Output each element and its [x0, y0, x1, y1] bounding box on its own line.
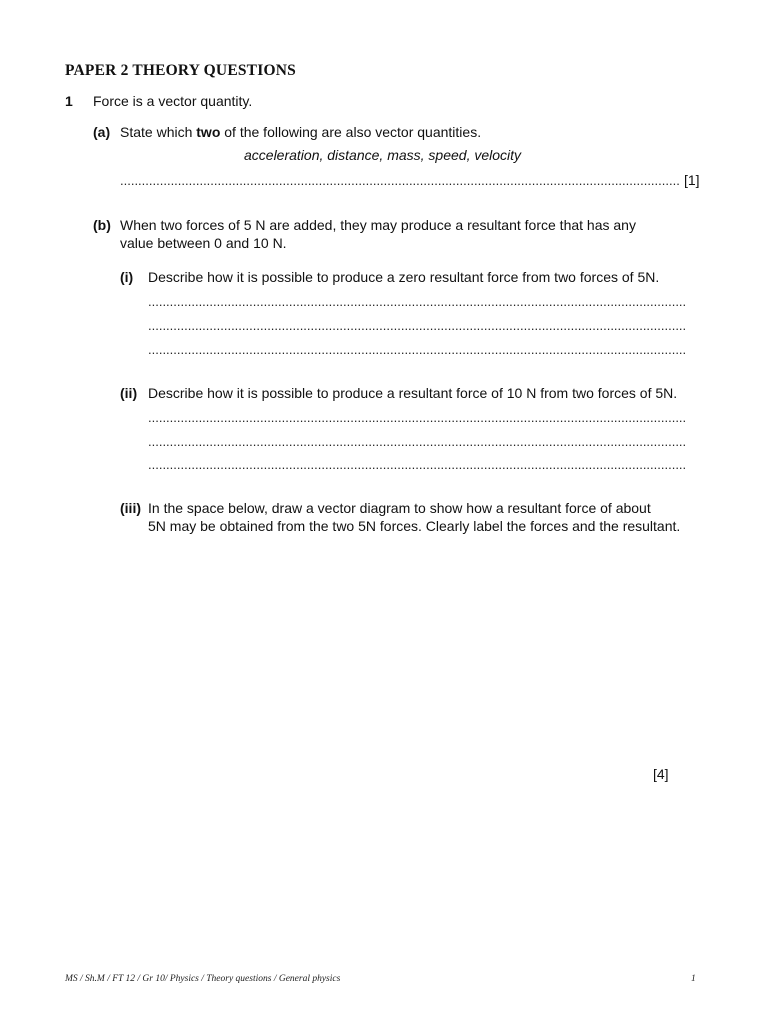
part-b-i-text: Describe how it is possible to produce a zero resultant force from two forces of 5N. — [148, 269, 660, 285]
part-b-ii-text: Describe how it is possible to produce a resultant force of 10 N from two forces of 5N. — [148, 385, 678, 401]
part-b-line-1: When two forces of 5 N are added, they may produce a resultant force that has any — [120, 217, 636, 233]
question-number: 1 — [65, 93, 73, 109]
part-b-i-label: (i) — [120, 269, 134, 285]
part-b-ii-label: (ii) — [120, 385, 138, 401]
page-number: 1 — [691, 974, 696, 984]
part-a-marks: [1] — [684, 172, 700, 188]
part-a-text-after: of the following are also vector quantities. — [220, 124, 482, 140]
part-b-i-answer-line-2[interactable] — [148, 319, 686, 333]
part-a-answer-line[interactable] — [120, 174, 680, 188]
part-a-question — [120, 124, 481, 140]
part-a-label: (a) — [93, 124, 111, 140]
drawing-space[interactable] — [148, 545, 688, 755]
part-b-ii-answer-line-2[interactable] — [148, 435, 686, 449]
part-a-options: acceleration, distance, mass, speed, velocity — [244, 147, 522, 163]
part-b-iii-line-1: In the space below, draw a vector diagram to show how a resultant force of about — [148, 500, 651, 516]
footer-path: MS / Sh.M / FT 12 / Gr 10/ Physics / Theory questions / General physics — [65, 974, 341, 984]
part-b-iii-label: (iii) — [120, 500, 141, 516]
part-b-i-answer-line-3[interactable] — [148, 343, 686, 357]
part-b-i-answer-line-1[interactable] — [148, 295, 686, 309]
part-b-ii-answer-line-1[interactable] — [148, 411, 686, 425]
part-b-iii-line-2: 5N may be obtained from the two 5N forces. Clearly label the forces and the resultant. — [148, 518, 681, 534]
part-a-text-before: State which — [120, 124, 197, 140]
page-title: PAPER 2 THEORY QUESTIONS — [65, 62, 296, 79]
question-stem: Force is a vector quantity. — [93, 93, 253, 109]
part-b-iii-marks: [4] — [653, 766, 669, 782]
part-b-line-2: value between 0 and 10 N. — [120, 235, 287, 251]
part-b-label: (b) — [93, 217, 111, 233]
part-a-text-bold: two — [196, 124, 221, 140]
part-b-ii-answer-line-3[interactable] — [148, 458, 686, 472]
